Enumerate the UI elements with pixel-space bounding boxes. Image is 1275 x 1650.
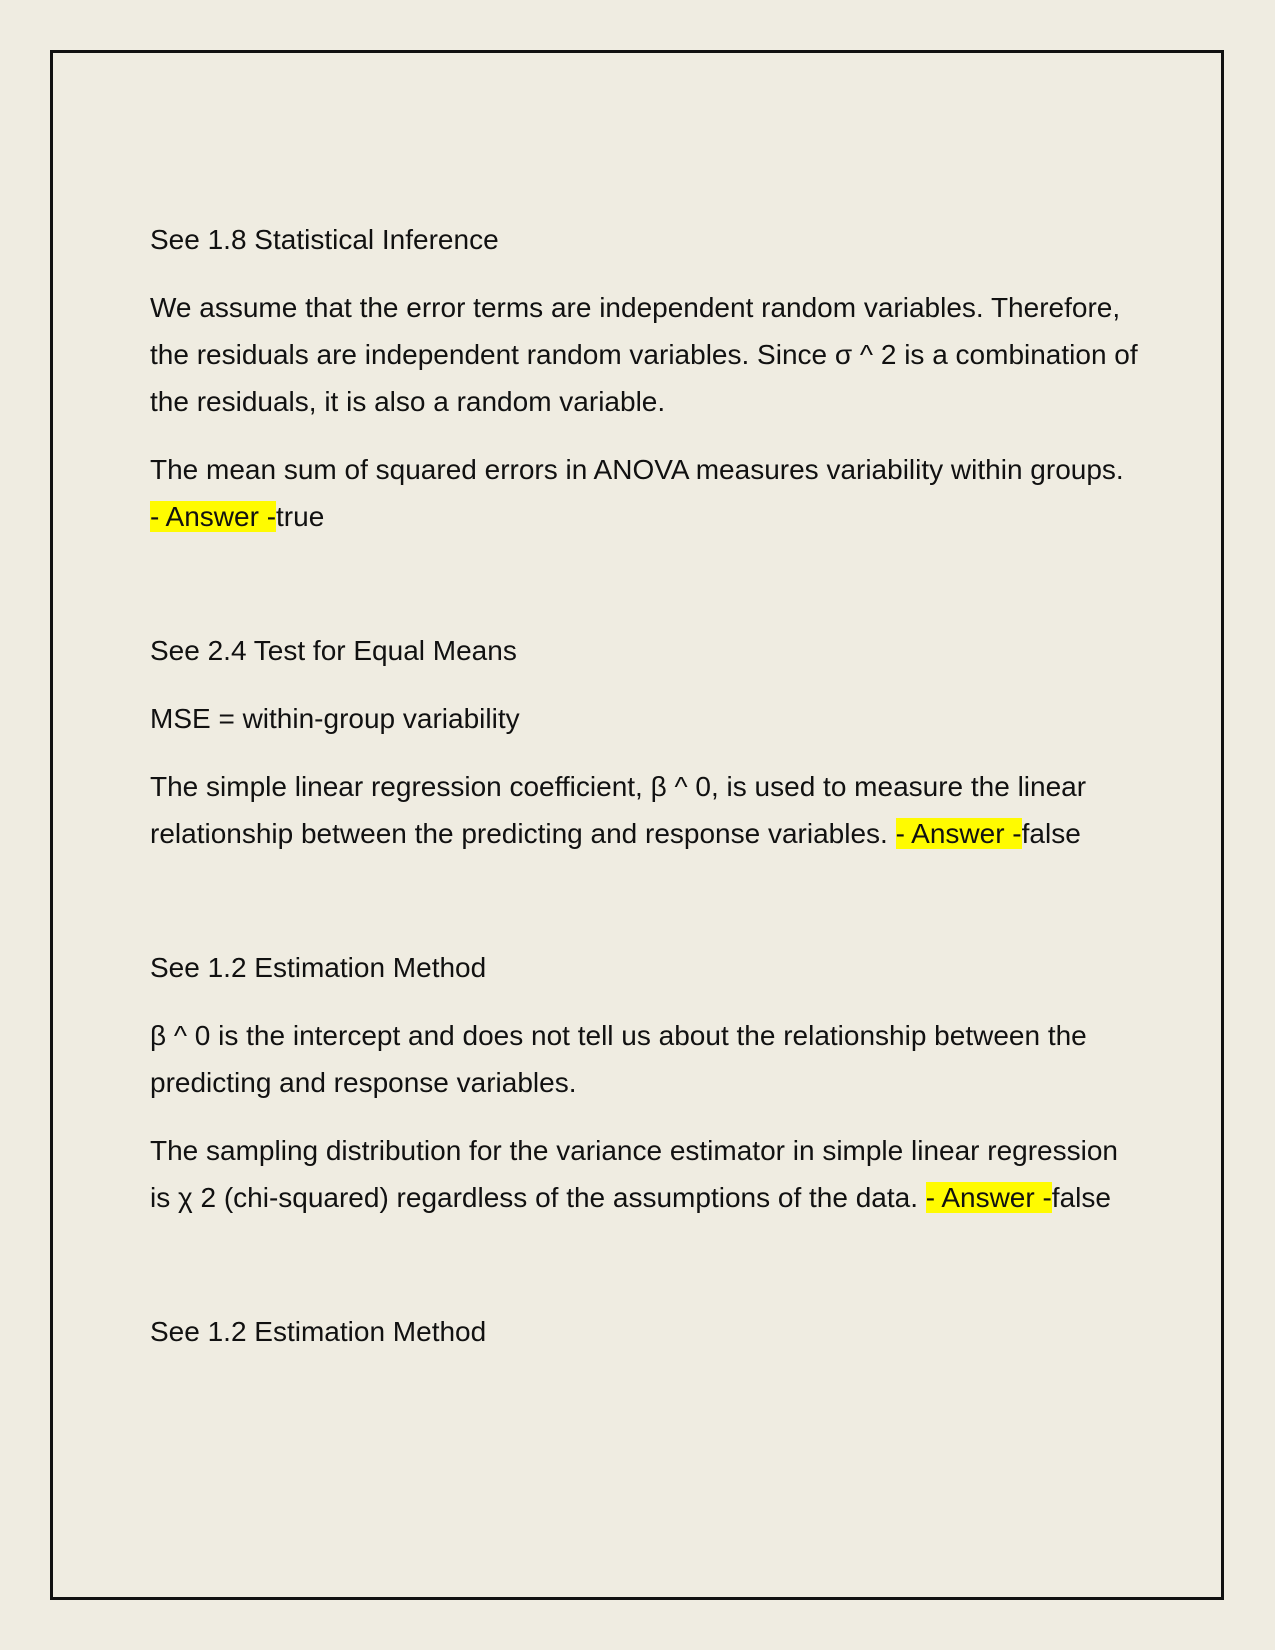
answer-value: false xyxy=(1051,1182,1111,1213)
section-reference: See 1.8 Statistical Inference xyxy=(150,224,499,255)
explanation-paragraph: MSE = within-group variability xyxy=(150,703,520,734)
question-paragraph xyxy=(150,1127,1140,1221)
spacer xyxy=(150,1242,1140,1308)
document-content xyxy=(150,216,1140,1376)
answer-label: - Answer - xyxy=(895,818,1022,849)
section-reference: See 1.2 Estimation Method xyxy=(150,1316,487,1347)
spacer xyxy=(150,561,1140,627)
explanation-paragraph: β ^ 0 is the intercept and does not tell us about the relationship between the predicting and response variables. xyxy=(150,1020,1087,1098)
section-reference: See 2.4 Test for Equal Means xyxy=(150,635,517,666)
question-text: The sampling distribution for the variance estimator in simple linear regression is χ 2 (chi-squared) regardless of the assumptions of the data. xyxy=(150,1135,1118,1213)
section-reference: See 1.2 Estimation Method xyxy=(150,952,487,983)
answer-label: - Answer - xyxy=(150,501,277,532)
answer-value: true xyxy=(276,501,325,532)
answer-value: false xyxy=(1021,818,1081,849)
explanation-paragraph: We assume that the error terms are independent random variables. Therefore, the residuals are independent random variables. Since σ ^ 2 is a combination of the residuals, it is also a random variable. xyxy=(150,292,1138,417)
question-text: The simple linear regression coefficient, β ^ 0, is used to measure the linear relationship between the predicting and response variables. xyxy=(150,771,1087,849)
spacer xyxy=(150,878,1140,944)
question-paragraph xyxy=(150,446,1140,540)
answer-label: - Answer - xyxy=(925,1182,1052,1213)
question-text: The mean sum of squared errors in ANOVA measures variability within groups. xyxy=(150,454,1124,485)
question-paragraph xyxy=(150,763,1140,857)
